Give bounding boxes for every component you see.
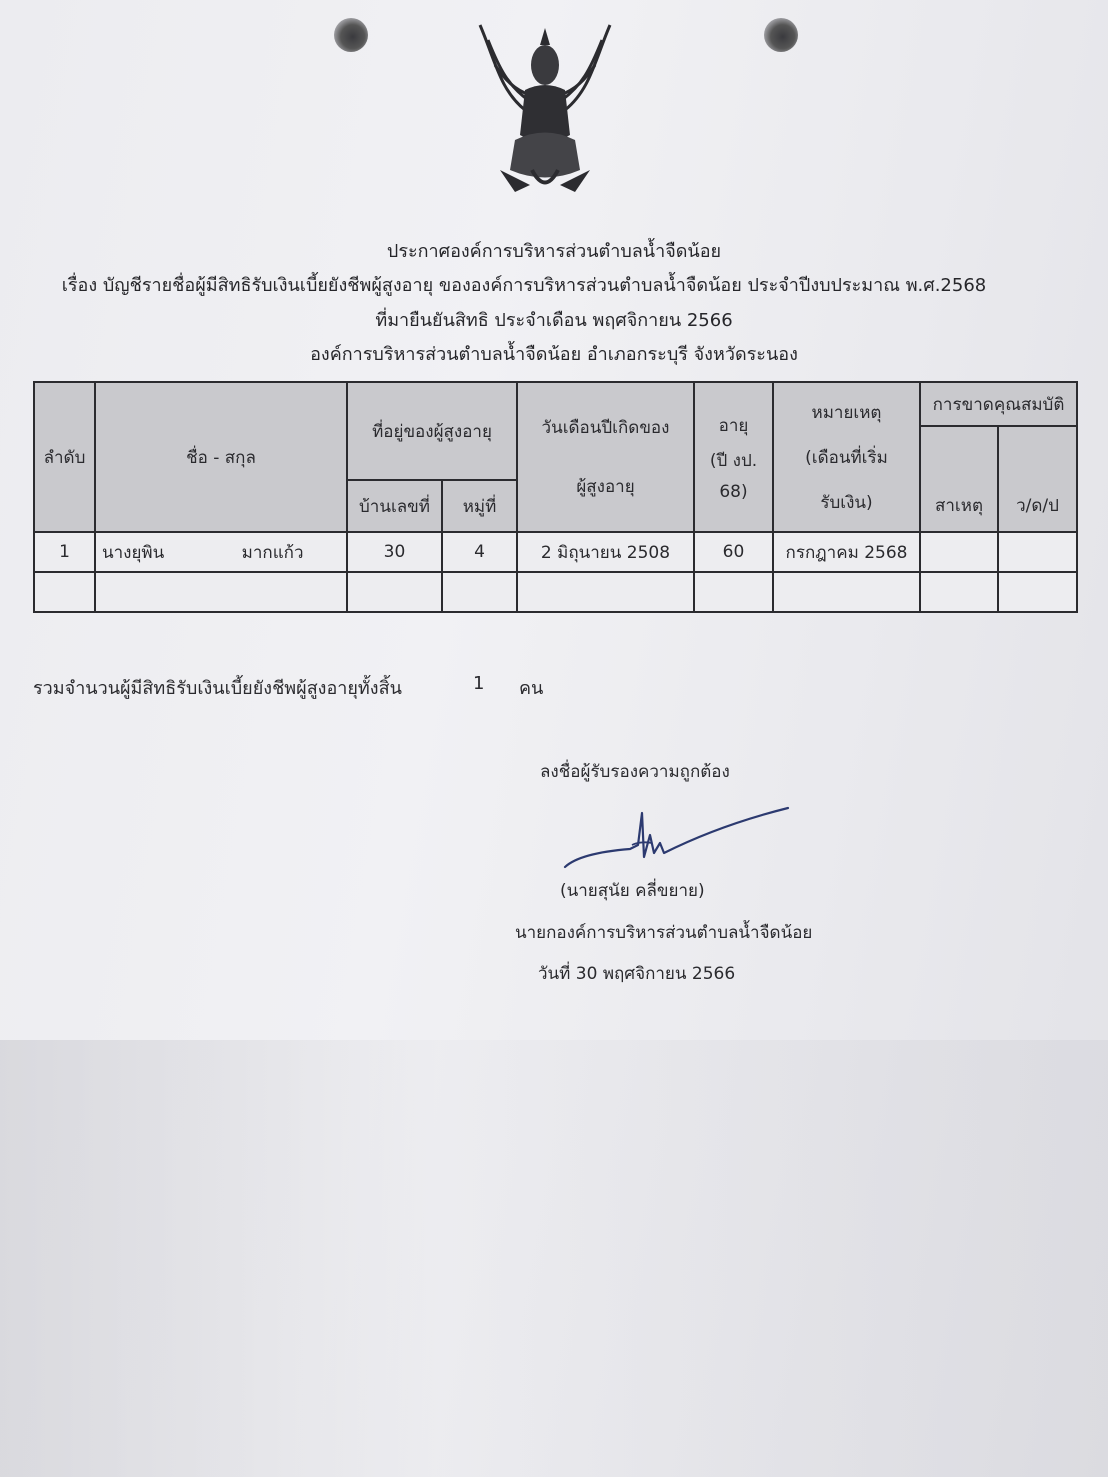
announcement-subject: เรื่อง บัญชีรายชื่อผู้มีสิทธิรับเงินเบี้ยยังชีพผู้สูงอายุ ขององค์การบริหารส่วนตำบลน้ำจืดน้อย ประจำปีงบประมาณ พ.ศ.2568 bbox=[61, 275, 987, 296]
empty-cell bbox=[998, 572, 1077, 612]
summary-unit: คน bbox=[519, 678, 544, 699]
header-birthdate-line2: ผู้สูงอายุ bbox=[576, 477, 635, 497]
table-row-empty bbox=[34, 572, 1077, 612]
table-row bbox=[34, 532, 1077, 572]
header-order: ลำดับ bbox=[34, 382, 95, 532]
header-address: ที่อยู่ของผู้สูงอายุ bbox=[347, 382, 517, 480]
handwritten-signature bbox=[560, 805, 795, 875]
garuda-emblem-icon bbox=[470, 20, 620, 195]
cell-village: 4 bbox=[442, 532, 517, 572]
announcement-period: ที่มายืนยันสิทธิ ประจำเดือน พฤศจิกายน 2566 bbox=[375, 310, 733, 331]
empty-cell bbox=[95, 572, 347, 612]
cell-first-name: นางยุพิน bbox=[102, 542, 165, 563]
header-age bbox=[694, 382, 773, 532]
header-birthdate-line1: วันเดือนปีเกิดของ bbox=[541, 418, 670, 438]
header-note-line2: (เดือนที่เริ่ม bbox=[805, 447, 888, 468]
signer-position: นายกองค์การบริหารส่วนตำบลน้ำจืดน้อย bbox=[515, 923, 813, 943]
empty-cell bbox=[517, 572, 694, 612]
summary-label: รวมจำนวนผู้มีสิทธิรับเงินเบี้ยยังชีพผู้สูงอายุทั้งสิ้น bbox=[33, 678, 402, 699]
empty-cell bbox=[694, 572, 773, 612]
beneficiary-table bbox=[33, 381, 1078, 613]
summary-line bbox=[33, 673, 544, 702]
cell-name bbox=[95, 532, 347, 572]
header-disqualification: การขาดคุณสมบัติ bbox=[920, 382, 1077, 426]
header-note-line3: รับเงิน) bbox=[820, 492, 873, 513]
header-disq-cause: สาเหตุ bbox=[920, 426, 998, 532]
empty-cell bbox=[442, 572, 517, 612]
empty-cell bbox=[773, 572, 920, 612]
empty-cell bbox=[920, 572, 998, 612]
header-age-line2: (ปี งป. bbox=[709, 451, 758, 471]
page-shadow bbox=[0, 1040, 1108, 1477]
empty-cell bbox=[34, 572, 95, 612]
header-note bbox=[773, 382, 920, 532]
header-birthdate bbox=[517, 382, 694, 532]
summary-count: 1 bbox=[473, 673, 485, 694]
cell-last-name: มากแก้ว bbox=[241, 542, 304, 563]
header-note-line1: หมายเหตุ bbox=[811, 402, 882, 423]
signature-date: วันที่ 30 พฤศจิกายน 2566 bbox=[538, 964, 736, 984]
cell-birthdate: 2 มิถุนายน 2508 bbox=[517, 532, 694, 572]
header-house-no: บ้านเลขที่ bbox=[347, 480, 442, 532]
signature-caption: ลงชื่อผู้รับรองความถูกต้อง bbox=[540, 762, 730, 782]
header-age-line3: 68) bbox=[719, 482, 748, 502]
announcement-title: ประกาศองค์การบริหารส่วนตำบลน้ำจืดน้อย bbox=[386, 241, 722, 262]
cell-age: 60 bbox=[694, 532, 773, 572]
header-name: ชื่อ - สกุล bbox=[95, 382, 347, 532]
header-age-line1: อายุ bbox=[718, 416, 749, 436]
cell-disq-cause bbox=[920, 532, 998, 572]
cell-disq-date bbox=[998, 532, 1077, 572]
cell-house-no: 30 bbox=[347, 532, 442, 572]
signer-name: (นายสุนัย คลี่ขยาย) bbox=[560, 881, 705, 901]
announcement-organization: องค์การบริหารส่วนตำบลน้ำจืดน้อย อำเภอกระบุรี จังหวัดระนอง bbox=[310, 344, 798, 365]
punch-hole-left bbox=[334, 18, 368, 52]
empty-cell bbox=[347, 572, 442, 612]
punch-hole-right bbox=[764, 18, 798, 52]
header-disq-date: ว/ด/ป bbox=[998, 426, 1077, 532]
cell-note: กรกฎาคม 2568 bbox=[773, 532, 920, 572]
header-village: หมู่ที่ bbox=[442, 480, 517, 532]
cell-order: 1 bbox=[34, 532, 95, 572]
